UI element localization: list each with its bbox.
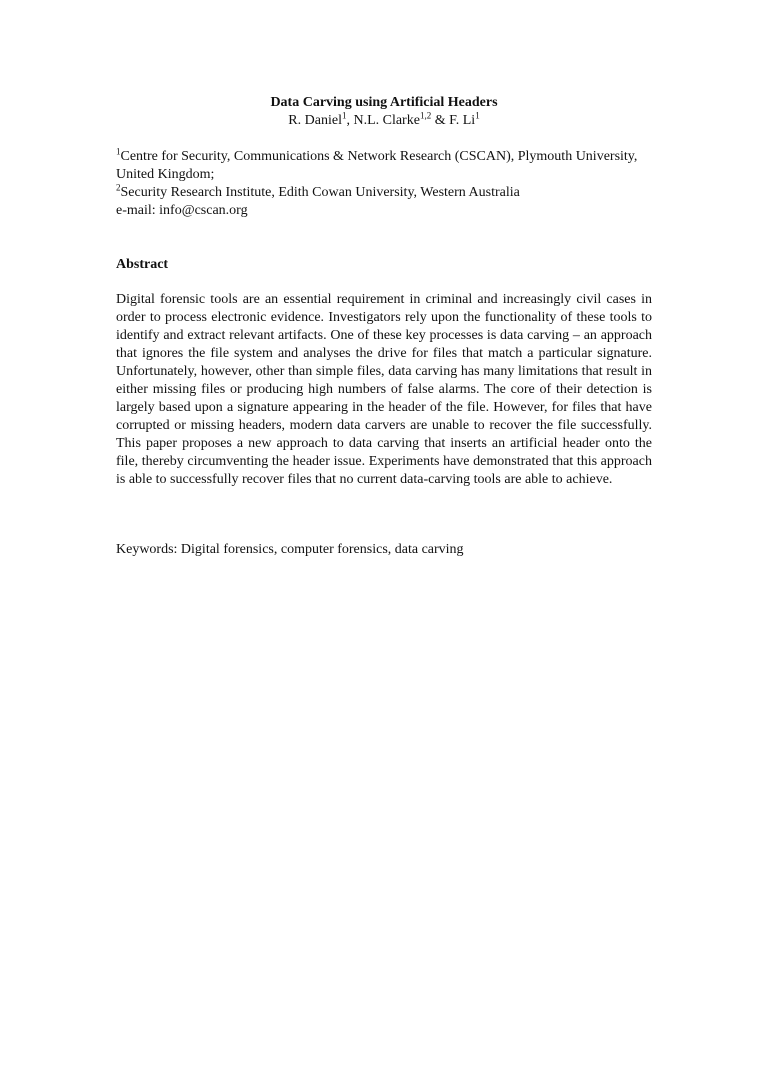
affiliation-text: Centre for Security, Communications & Network Research (CSCAN), Plymouth University, United Kingdom; — [116, 149, 638, 182]
abstract-heading: Abstract — [116, 257, 169, 272]
author-separator: , — [346, 113, 354, 128]
affiliation-text: Security Research Institute, Edith Cowan University, Western Australia — [120, 185, 520, 200]
affiliation — [116, 184, 652, 202]
author-name: N.L. Clarke — [353, 113, 420, 128]
affiliation — [116, 148, 652, 184]
author-line — [0, 112, 768, 130]
author-affiliation-marker: 1,2 — [419, 110, 432, 121]
keywords-line: Keywords: Digital forensics, computer forensics, data carving — [116, 542, 464, 557]
author-name: F. Li — [449, 113, 476, 128]
paper-title: Data Carving using Artificial Headers — [270, 95, 498, 110]
author-affiliation-marker: 1 — [341, 110, 347, 121]
affiliation-marker: 1 — [116, 146, 121, 157]
author-affiliation-marker: 1 — [475, 110, 480, 121]
author-name: R. Daniel — [288, 113, 342, 128]
abstract-body: Digital forensic tools are an essential requirement in criminal and increasingly civil cases in order to process electronic evidence. Investigators rely upon the functionality of these tools to identify and extract relevant artifacts. One of these key processes is data carving – an approach that ignores the file system and analyses the drive for files that match a particular signature. Unfortunately, however, other than simple files, data carving has many limitations that result in either missing files or producing high numbers of false alarms. The core of their detection is largely based upon a signature appearing in the header of the file. However, for files that have corrupted or missing headers, modern data carvers are unable to recover the file successfully. This paper proposes a new approach to data carving that inserts an artificial header onto the file, thereby circumventing the header issue. Experiments have demonstrated that this approach is able to successfully recover files that no current data-carving tools are able to achieve. — [116, 292, 652, 487]
contact-email: e-mail: info@cscan.org — [116, 203, 248, 218]
affiliation-marker: 2 — [116, 182, 121, 193]
author-separator: & — [431, 113, 450, 128]
